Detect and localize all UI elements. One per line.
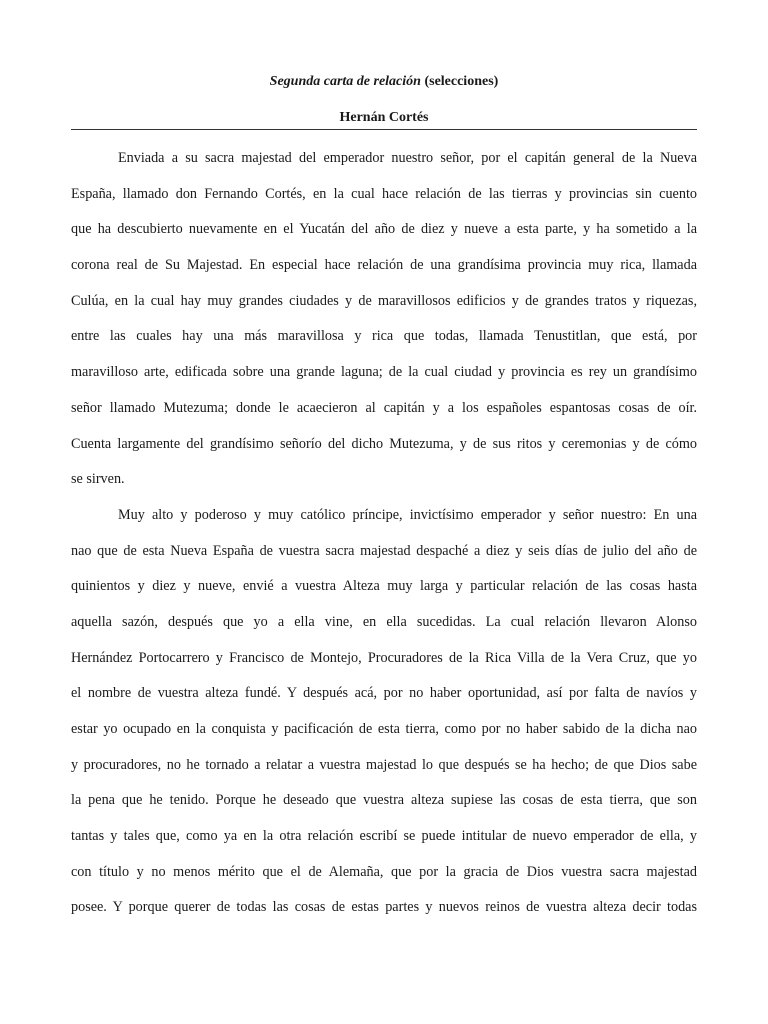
text-line-content: España, llamado don Fernando Cortés, en la cual hace relación de las tierras y provincias sin cuento bbox=[71, 185, 697, 202]
text-line-content: tantas y tales que, como ya en la otra relación escribí se puede intitular de nuevo emperador de ella, y bbox=[71, 828, 697, 845]
text-line bbox=[71, 503, 697, 539]
text-line bbox=[71, 360, 697, 396]
text-line-content: se sirven. bbox=[71, 471, 125, 488]
text-line bbox=[71, 753, 697, 789]
text-line-content: maravilloso arte, edificada sobre una grande laguna; de la cual ciudad y provincia es rey un grandísimo bbox=[71, 364, 697, 381]
title-italic: Segunda carta de relación bbox=[269, 74, 421, 89]
text-line-content: estar yo ocupado en la conquista y pacificación de esta tierra, como por no haber sabido de la dicha nao bbox=[71, 721, 697, 737]
text-line-content: Muy alto y poderoso y muy católico príncipe, invictísimo emperador y señor nuestro: En una bbox=[118, 506, 697, 523]
text-line-content: Cuenta largamente del grandísimo señorío del dicho Mutezuma, y de sus ritos y ceremonias y de cómo bbox=[71, 435, 697, 452]
text-line-content: entre las cuales hay una más maravillosa y rica que todas, llamada Tenustitlan, que está, por bbox=[71, 328, 697, 345]
text-line bbox=[71, 324, 697, 360]
text-line-content: posee. Y porque querer de todas las cosas de estas partes y nuevos reinos de vuestra alteza decir todas bbox=[71, 899, 697, 916]
document-title bbox=[0, 72, 768, 92]
text-line bbox=[71, 610, 697, 646]
text-line-content: la pena que he tenido. Porque he deseado que vuestra alteza supiese las cosas de esta tierra, que son bbox=[71, 792, 697, 809]
text-line bbox=[71, 824, 697, 860]
text-line bbox=[71, 467, 697, 503]
text-line bbox=[71, 146, 697, 182]
title-rest: (selecciones) bbox=[420, 74, 499, 89]
text-line bbox=[71, 217, 697, 253]
text-line bbox=[71, 788, 697, 824]
text-line-content: nao que de esta Nueva España de vuestra sacra majestad despaché a diez y seis días de julio del año de bbox=[71, 542, 697, 559]
text-line-content: aquella sazón, después que yo a ella vine, en ella sucedidas. La cual relación llevaron Alonso bbox=[71, 613, 697, 630]
text-line bbox=[71, 895, 697, 931]
text-line-content: que ha descubierto nuevamente en el Yucatán del año de diez y nueve a esta parte, y ha sometido a la bbox=[71, 221, 697, 238]
text-line-content: quinientos y diez y nueve, envié a vuestra Alteza muy larga y particular relación de las cosas hasta bbox=[71, 578, 697, 595]
text-line-content: el nombre de vuestra alteza fundé. Y después acá, por no haber oportunidad, así por falta de navíos y bbox=[71, 685, 697, 702]
text-line-content: con título y no menos mérito que el de Alemaña, que por la gracia de Dios vuestra sacra majestad bbox=[71, 863, 697, 880]
text-line bbox=[71, 539, 697, 575]
text-line-content: señor llamado Mutezuma; donde le acaecieron al capitán y a los españoles espantosas cosas de oír. bbox=[71, 399, 697, 416]
text-line bbox=[71, 681, 697, 717]
text-line-content: y procuradores, no he tornado a relatar a vuestra majestad lo que después se ha hecho; de que Dios sabe bbox=[71, 756, 697, 773]
text-line bbox=[71, 396, 697, 432]
document-author: Hernán Cortés bbox=[339, 110, 429, 125]
title-divider bbox=[71, 129, 697, 130]
text-line bbox=[71, 860, 697, 896]
text-line bbox=[71, 432, 697, 468]
text-line-content: Hernández Portocarrero y Francisco de Montejo, Procuradores de la Rica Villa de la Vera Cruz, que yo bbox=[71, 649, 697, 666]
text-line-content: Enviada a su sacra majestad del emperador nuestro señor, por el capitán general de la Nueva bbox=[118, 150, 697, 166]
text-line bbox=[71, 253, 697, 289]
text-line bbox=[71, 289, 697, 325]
text-line-content: corona real de Su Majestad. En especial hace relación de una grandísima provincia muy rica, llamada bbox=[71, 257, 697, 274]
text-line bbox=[71, 646, 697, 682]
text-line bbox=[71, 182, 697, 218]
document-body bbox=[71, 146, 697, 931]
text-line-content: Culúa, en la cual hay muy grandes ciudades y de maravillosos edificios y de grandes tratos y riquezas, bbox=[71, 292, 697, 309]
text-line bbox=[71, 717, 697, 753]
text-line bbox=[71, 574, 697, 610]
